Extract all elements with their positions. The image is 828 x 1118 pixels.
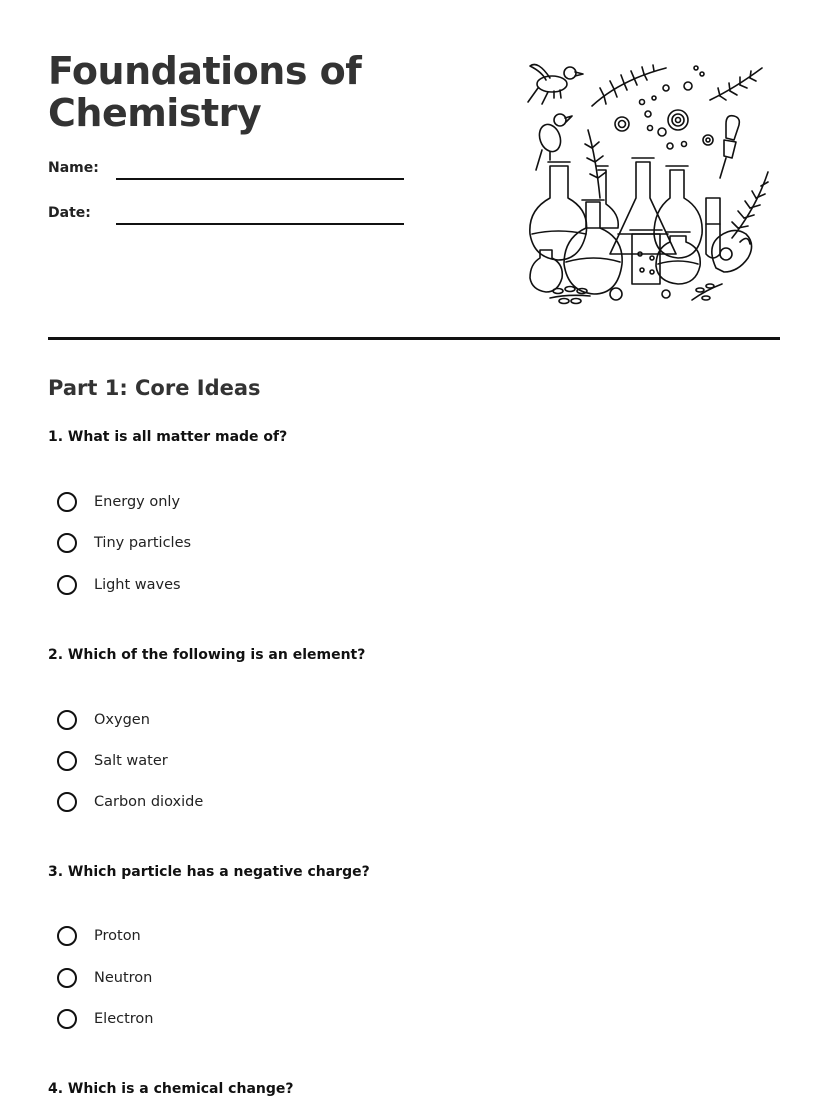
option-label: Salt water: [94, 753, 168, 769]
q3-option-2[interactable]: [57, 968, 152, 988]
name-field[interactable]: [48, 160, 404, 176]
option-label: Energy only: [94, 494, 181, 510]
q1-option-1[interactable]: [57, 492, 180, 512]
radio-button[interactable]: [57, 926, 77, 946]
name-label: Name:: [48, 160, 99, 176]
chemistry-glassware-illustration-icon: [520, 58, 778, 310]
question-2: 2. Which of the following is an element?: [48, 647, 366, 663]
q3-option-3[interactable]: [57, 1009, 153, 1029]
flask-icon: [530, 162, 587, 260]
bird-icon: [528, 65, 583, 105]
dropper-icon: [720, 116, 739, 178]
q2-option-2[interactable]: [57, 751, 168, 771]
radio-button[interactable]: [57, 1009, 77, 1029]
erlenmeyer-flask-icon: [610, 158, 676, 254]
retort-icon: [712, 230, 752, 272]
option-label: Carbon dioxide: [94, 794, 204, 810]
date-field[interactable]: [48, 205, 404, 221]
fern-icon: [585, 130, 606, 198]
name-answer-line[interactable]: [116, 164, 404, 180]
worksheet-title: Foundations of Chemistry: [48, 49, 362, 135]
leaf-sprig-icon: [692, 284, 722, 300]
test-tube-icon: [706, 198, 720, 258]
question-4: 4. Which is a chemical change?: [48, 1081, 294, 1097]
radio-button[interactable]: [57, 575, 77, 595]
option-label: Light waves: [94, 577, 181, 593]
question-1: 1. What is all matter made of?: [48, 429, 288, 445]
date-label: Date:: [48, 205, 91, 221]
option-label: Proton: [94, 928, 141, 944]
radio-button[interactable]: [57, 968, 77, 988]
q2-option-1[interactable]: [57, 710, 150, 730]
q1-option-3[interactable]: [57, 575, 181, 595]
bubble-icon: [662, 290, 670, 298]
bubble-icon: [610, 288, 622, 300]
radio-button[interactable]: [57, 492, 77, 512]
option-label: Electron: [94, 1011, 154, 1027]
radio-button[interactable]: [57, 751, 77, 771]
flask-icon: [654, 166, 702, 258]
date-answer-line[interactable]: [116, 209, 404, 225]
fern-icon: [710, 68, 762, 100]
section-divider: [48, 337, 780, 340]
bubbles-icon: [615, 66, 713, 149]
q1-option-2[interactable]: [57, 533, 191, 553]
radio-button[interactable]: [57, 792, 77, 812]
option-label: Oxygen: [94, 712, 150, 728]
option-label: Tiny particles: [94, 535, 192, 551]
radio-button[interactable]: [57, 533, 77, 553]
q2-option-3[interactable]: [57, 792, 203, 812]
radio-button[interactable]: [57, 710, 77, 730]
option-label: Neutron: [94, 970, 153, 986]
part-1-title: Part 1: Core Ideas: [48, 376, 261, 400]
q3-option-1[interactable]: [57, 926, 141, 946]
fern-icon: [732, 172, 768, 238]
question-3: 3. Which particle has a negative charge?: [48, 864, 370, 880]
